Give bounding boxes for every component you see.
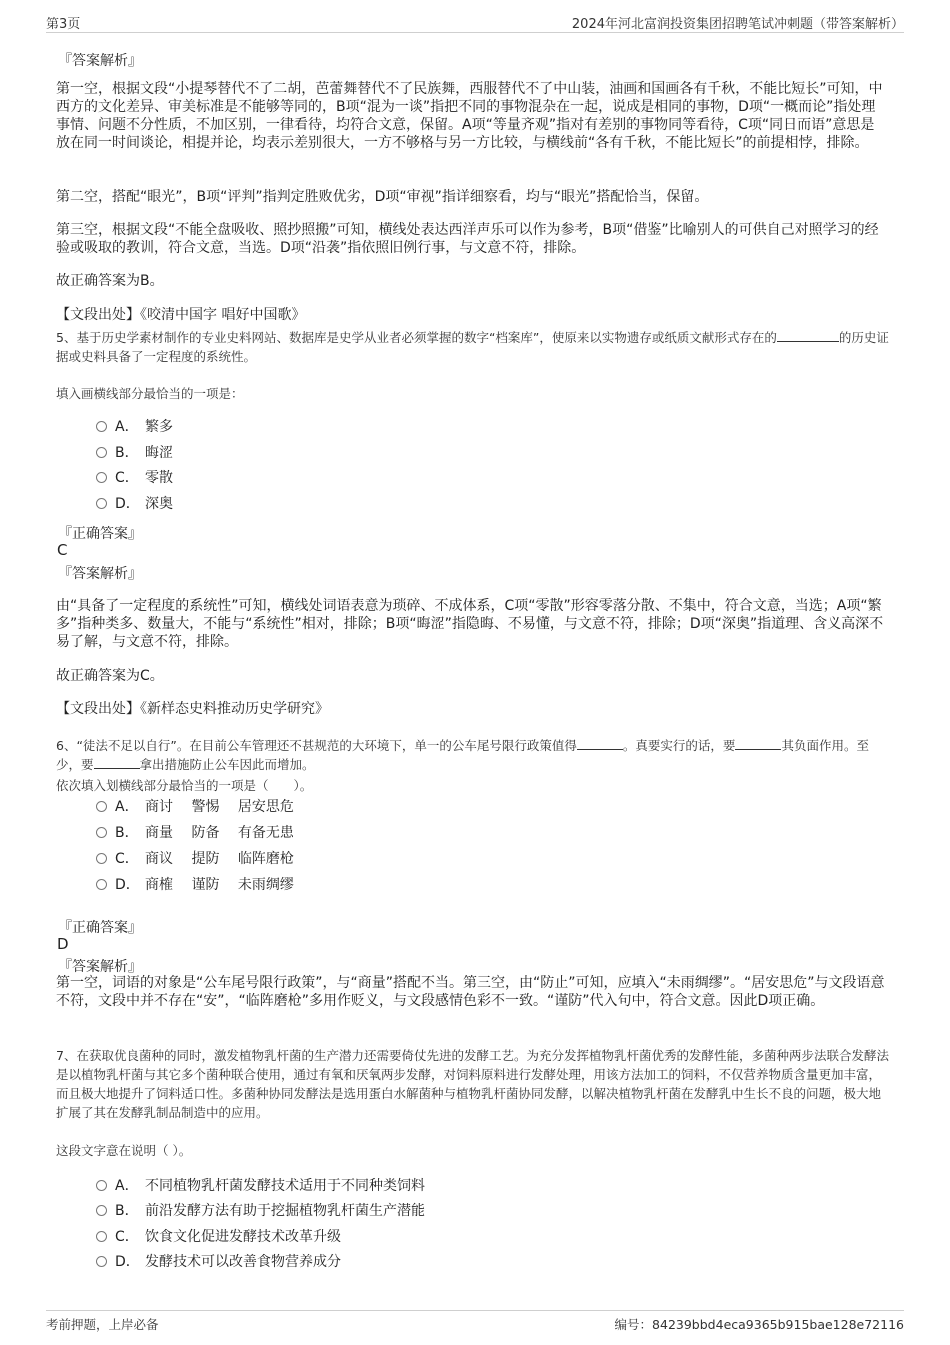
footer-slogan: 考前押题，上岸必备 [46,1317,159,1332]
q5-source: 【文段出处】《新样态史料推动历史学研究》 [56,701,329,717]
q7-option-b[interactable]: B． 前沿发酵方法有助于挖掘植物乳杆菌生产潜能 [96,1201,425,1221]
document-id: 编号：84239bbd4eca9365b915bae128e72116 [614,1317,904,1332]
q7-option-d[interactable]: D． 发酵技术可以改善食物营养成分 [96,1252,341,1272]
page-number: 第3页 [46,17,81,32]
q5-option-a[interactable]: A． 繁多 [96,417,173,437]
radio-icon[interactable] [96,472,107,483]
q7-option-a[interactable]: A． 不同植物乳杆菌发酵技术适用于不同种类饲料 [96,1176,425,1196]
q6-analysis: 第一空，词语的对象是“公车尾号限行政策”，与“商量”搭配不当。第三空，由“防止”可知，应填入“未雨绸缪”。“居安思危”与文段语意不符，文段中并不存在“安”，“临阵磨枪”多用作贬义，与文段感情色彩不一致。“谨防”代入句中，符合文意。因此D项正确。 [56,975,885,1009]
q5-option-c[interactable]: C． 零散 [96,468,173,488]
q6-analysis-label: 『答案解析』 [58,959,142,975]
radio-icon[interactable] [96,1231,107,1242]
radio-icon[interactable] [96,1205,107,1216]
q6-option-d[interactable]: D． 商榷 谨防 未雨绸缪 [96,875,294,895]
q4-conclusion: 故正确答案为B。 [56,273,164,289]
q5-option-b[interactable]: B． 晦涩 [96,443,173,463]
q5-analysis-label: 『答案解析』 [58,566,142,582]
q5-option-d[interactable]: D． 深奥 [96,494,173,514]
q5-correct-answer: C [57,541,68,559]
q6-correct-answer: D [57,935,69,953]
q5-analysis: 由“具备了一定程度的系统性”可知，横线处词语表意为琐碎、不成体系，C项“零散”形容零落分散、不集中，符合文意，当选；A项“繁多”指种类多、数量大，不能与“系统性”相对，排除；B项“晦涩”指隐晦、不易懂，与文意不符，排除；D项“深奥”指道理、含义高深不易了解，与文意不符，排除。 [56,598,884,650]
q5-instruction: 填入画横线部分最恰当的一项是： [56,386,244,401]
q6-stem: 6、“徒法不足以自行”。在目前公车管理还不甚规范的大环境下，单一的公车尾号限行政策值得 。真要实行的话，要 其负面作用。至少，要 拿出措施防止公车因此而增加。 [56,738,869,772]
radio-icon[interactable] [96,827,107,838]
radio-icon[interactable] [96,1180,107,1191]
q6-blank-2 [735,737,781,750]
q6-option-c[interactable]: C． 商议 提防 临阵磨枪 [96,849,294,869]
document-title: 2024年河北富润投资集团招聘笔试冲刺题（带答案解析） [571,17,904,32]
q6-option-a[interactable]: A． 商讨 警惕 居安思危 [96,797,294,817]
q7-option-c[interactable]: C． 饮食文化促进发酵技术改革升级 [96,1227,341,1247]
radio-icon[interactable] [96,853,107,864]
q4-source: 【文段出处】《咬清中国字 唱好中国歌》 [56,307,306,323]
q6-instruction: 依次填入划横线部分最恰当的一项是（ ）。 [56,778,313,793]
q6-option-b[interactable]: B． 商量 防备 有备无患 [96,823,294,843]
q7-stem: 7、在获取优良菌种的同时，激发植物乳杆菌的生产潜力还需要倚仗先进的发酵工艺。为充分发挥植物乳杆菌优秀的发酵性能，多菌种两步法联合发酵法是以植物乳杆菌与其它多个菌种联合使用，通过有氧和厌氧两步发酵，对饲料原料进行发酵处理，用该方法加工的饲料，不仅营养物质含量更加丰富，而且极大地提升了饲料适口性。多菌种协同发酵法是选用蛋白水解菌种与植物乳杆菌协同发酵，以解决植物乳杆菌在发酵乳中生长不良的问题，极大地扩展了其在发酵乳制品制造中的应用。 [56,1048,889,1120]
radio-icon[interactable] [96,879,107,890]
q5-blank [777,329,839,342]
radio-icon[interactable] [96,801,107,812]
radio-icon[interactable] [96,421,107,432]
page-footer [46,1310,904,1335]
q5-conclusion: 故正确答案为C。 [56,668,164,684]
radio-icon[interactable] [96,447,107,458]
q5-correct-label: 『正确答案』 [58,526,142,542]
q5-stem-part1: 5、基于历史学素材制作的专业史料网站、数据库是史学从业者必须掌握的数字“档案库”，使原来以实物遗存或纸质文献形式存在的 [56,330,777,345]
q4-analysis-label: 『答案解析』 [58,53,142,69]
q4-analysis-p1: 第一空，根据文段“小提琴替代不了二胡，芭蕾舞替代不了民族舞，西服替代不了中山装，油画和国画各有千秋，不能比短长”可知，中西方的文化差异、审美标准是不能够等同的，B项“混为一谈”指把不同的事物混杂在一起，说成是相同的事物，D项“一概而论”指处理事情、问题不分性质，不加区别，一律看待，均符合文意，保留。A项“等量齐观”指对有差别的事物同等看待，C项“同日而语”意思是放在同一时间谈论，相提并论，均表示差别很大，一方不够格与另一方比较，与横线前“各有千秋，不能比短长”的前提相悖，排除。 [56,81,883,151]
q6-correct-label: 『正确答案』 [58,920,142,936]
page-header [46,10,904,33]
q6-blank-1 [577,737,623,750]
radio-icon[interactable] [96,498,107,509]
q5-stem-part2: 的历史证据或史料具备了一定程度的系统性。 [56,330,889,364]
q7-instruction: 这段文字意在说明（ ）。 [56,1143,192,1158]
radio-icon[interactable] [96,1256,107,1267]
q4-analysis-p3: 第三空，根据文段“不能全盘吸收、照抄照搬”可知，横线处表达西洋声乐可以作为参考，B项“借鉴”比喻别人的可供自己对照学习的经验或吸取的教训，符合文意，当选。D项“沿袭”指依照旧例行事，与文意不符，排除。 [56,222,879,256]
q5-stem [56,328,891,366]
q6-blank-3 [94,756,140,769]
q4-analysis-p2: 第二空，搭配“眼光”，B项“评判”指判定胜败优劣，D项“审视”指详细察看，均与“眼光”搭配恰当，保留。 [56,189,709,205]
